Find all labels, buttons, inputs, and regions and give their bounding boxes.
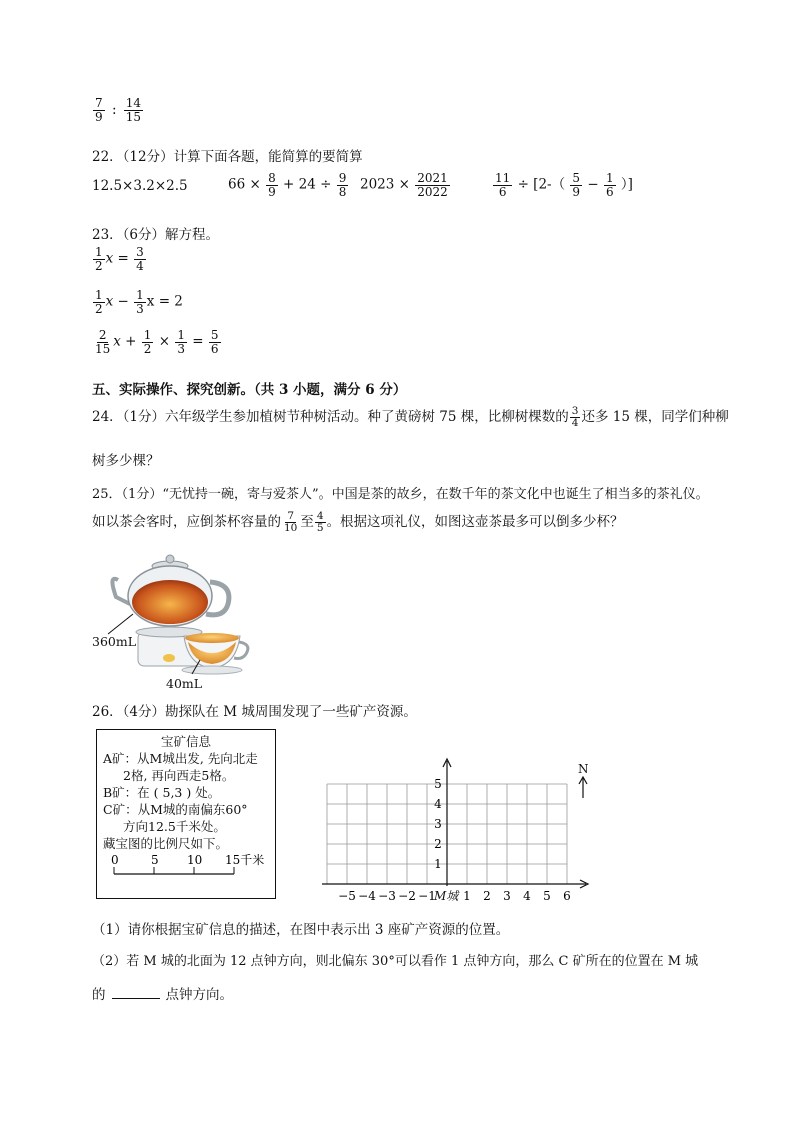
axes bbox=[322, 759, 588, 888]
mine-a-line-1: A矿：从M城出发, 先向北走 bbox=[103, 751, 258, 766]
coordinate-grid bbox=[320, 755, 600, 905]
q26-header: 26．（4分）勘探队在 M 城周围发现了一些矿产资源。 bbox=[92, 704, 417, 720]
scale-bar bbox=[103, 852, 273, 886]
x-tick-label: 3 bbox=[503, 889, 511, 903]
mine-a-line-2: 2格, 再向西走5格。 bbox=[123, 768, 235, 783]
x-tick-label: 1 bbox=[463, 889, 471, 903]
q26-sub-2-line-1: （2）若 M 城的北面为 12 点钟方向，则北偏东 30°可以看作 1 点钟方向，那么 C 矿所在的位置在 M 城 bbox=[92, 954, 699, 969]
q23-eq-2: $\frac{1}{2}$ x − $\frac{1}{3}$ x = 2 bbox=[95, 288, 183, 316]
teapot-illustration bbox=[88, 552, 258, 692]
x-tick-label: −4 bbox=[358, 889, 376, 903]
x-tick-label: 2 bbox=[483, 889, 491, 903]
q23-header: 23．（6分）解方程。 bbox=[92, 227, 220, 243]
q22-expr-2: 66 × $\frac{8}{9}$ + 24 ÷ $\frac{9}{8}$ bbox=[228, 171, 347, 199]
x-tick-label: −1 bbox=[418, 889, 436, 903]
q26-sub-1: （1）请你根据宝矿信息的描述，在图中表示出 3 座矿产资源的位置。 bbox=[92, 922, 510, 938]
scale-title: 藏宝图的比例尺如下。 bbox=[103, 836, 229, 851]
top-ratio: $\frac{7}{9}$ : $\frac{14}{15}$ bbox=[95, 96, 142, 124]
q23-eq-1: $\frac{1}{2}$ x = $\frac{3}{4}$ bbox=[95, 245, 144, 273]
north-label: N bbox=[578, 762, 589, 776]
y-tick-label: 4 bbox=[434, 797, 442, 811]
x-tick-label: 5 bbox=[543, 889, 551, 903]
y-tick-label: 1 bbox=[434, 857, 442, 871]
info-title: 宝矿信息 bbox=[160, 734, 211, 749]
scale-label-15: 15千米 bbox=[225, 853, 265, 867]
teapot-capacity-label: 360mL bbox=[92, 634, 137, 649]
section-five-title: 五、实际操作、探究创新。（共 3 小题，满分 6 分） bbox=[92, 382, 407, 398]
x-tick-label: 4 bbox=[523, 889, 531, 903]
q24-line-1: 24．（1分）六年级学生参加植树节种树活动。种了黄磅树 75 棵，比柳树棵数的 $\frac{3}{4}$ 还多 15 棵，同学们种柳 bbox=[92, 404, 729, 429]
q23-eq-3: $\frac{2}{15}$ x + $\frac{1}{2}$ × $\frac{1}{3}$ = $\frac{5}{6}$ bbox=[95, 328, 219, 356]
q26-sub-2-line-2: 的 点钟方向。 bbox=[92, 987, 233, 1003]
mine-c-line-2: 方向12.5千米处。 bbox=[123, 819, 226, 834]
scale-label-5: 5 bbox=[151, 853, 159, 867]
q24-line-2: 树多少棵？ bbox=[92, 453, 160, 469]
mine-b-line: B矿：在 ( 5,3 ) 处。 bbox=[103, 785, 221, 800]
north-arrow-icon bbox=[578, 776, 588, 800]
x-tick-label: −5 bbox=[338, 889, 356, 903]
q22-expr-1: 12.5×3.2×2.5 bbox=[92, 178, 188, 194]
x-tick-label: −2 bbox=[398, 889, 416, 903]
q22-expr-3: 2023 × $\frac{2021}{2022}$ bbox=[360, 171, 448, 199]
y-tick-label: 2 bbox=[434, 837, 442, 851]
y-tick-label: 5 bbox=[434, 777, 442, 791]
y-tick-label: 3 bbox=[434, 817, 442, 831]
q25-line-1: 25．（1分）“无忧持一碗，寄与爱茶人”。中国是茶的故乡，在数千年的茶文化中也诞生了相当多的茶礼仪。 bbox=[92, 487, 709, 502]
scale-label-10: 10 bbox=[187, 853, 203, 867]
q22-header: 22．（12分）计算下面各题，能简算的要简算 bbox=[92, 149, 363, 165]
q22-expr-4: $\frac{11}{6}$ ÷ [2-（ $\frac{5}{9}$ − $\frac{1}{6}$ ）] bbox=[495, 171, 633, 199]
answer-blank[interactable] bbox=[112, 986, 160, 999]
mine-info-box bbox=[96, 729, 276, 899]
scale-label-0: 0 bbox=[111, 853, 119, 867]
mine-c-line-1: C矿：从M城的南偏东60° bbox=[103, 802, 248, 817]
city-m-label: M城 bbox=[434, 889, 459, 903]
q25-line-2: 如以茶会客时，应倒茶杯容量的 $\frac{7}{10}$ 至 $\frac{4}{5}$ 。根据这项礼仪，如图这壶茶最多可以倒多少杯？ bbox=[92, 509, 624, 534]
y-axis-labels bbox=[434, 777, 442, 871]
cup-capacity-label: 40mL bbox=[166, 676, 203, 691]
x-tick-label: −3 bbox=[378, 889, 396, 903]
x-tick-label: 6 bbox=[563, 889, 571, 903]
